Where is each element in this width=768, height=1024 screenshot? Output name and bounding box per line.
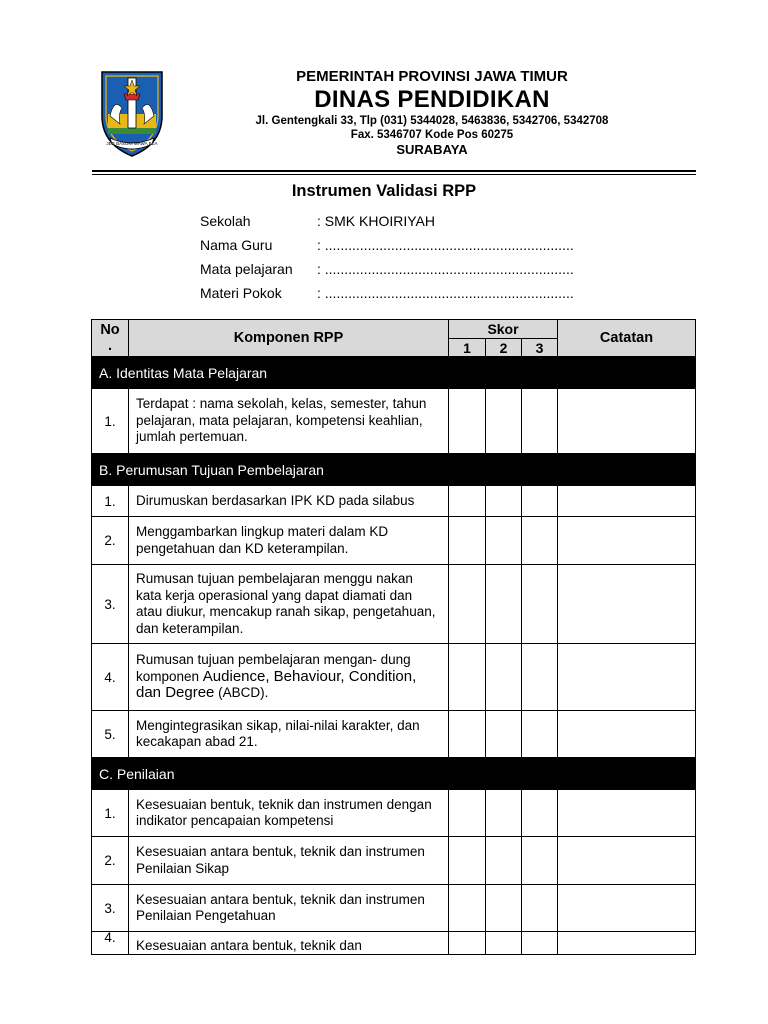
score-cell-2[interactable] [486, 486, 522, 517]
score-cell-1[interactable] [449, 837, 486, 885]
score-cell-2[interactable] [486, 837, 522, 885]
row-description: Rumusan tujuan pembelajaran menggu nakan kata kerja operasional yang dapat diamati dan atau diukur, mencakup ranah sikap, pengetahuan, dan keterampilan. [129, 565, 449, 644]
letterhead-text [242, 68, 622, 158]
notes-cell[interactable] [558, 837, 696, 885]
table-row [92, 389, 696, 454]
score-cell-3[interactable] [522, 486, 558, 517]
section-row [92, 454, 696, 486]
row-description-part: Rumusan tujuan pembelajaran mengan- dung komponen [136, 652, 411, 684]
score-cell-3[interactable] [522, 517, 558, 565]
header-catatan: Catatan [558, 320, 696, 357]
logo-motto: JER BASUKI MAWA BEA [106, 141, 158, 146]
score-cell-3[interactable] [522, 711, 558, 758]
city-name: SURABAYA [396, 142, 468, 157]
info-row-school [200, 211, 574, 235]
header-score-3: 3 [522, 339, 558, 357]
score-cell-1[interactable] [449, 517, 486, 565]
row-number: 1. [92, 790, 129, 837]
row-number: 5. [92, 711, 129, 758]
score-cell-1[interactable] [449, 711, 486, 758]
row-description: Dirumuskan berdasarkan IPK KD pada silabus [129, 486, 449, 517]
score-cell-3[interactable] [522, 565, 558, 644]
info-row-topic [200, 283, 574, 307]
department-name: DINAS PENDIDIKAN [314, 86, 550, 113]
section-row [92, 758, 696, 790]
row-number: 2. [92, 837, 129, 885]
table-row [92, 486, 696, 517]
row-number: 1. [92, 389, 129, 454]
row-number: 3. [92, 565, 129, 644]
score-cell-2[interactable] [486, 711, 522, 758]
notes-cell[interactable] [558, 486, 696, 517]
table-row [92, 517, 696, 565]
row-description [129, 644, 449, 711]
row-description-emphasis: Audience, Behaviour, Condition, dan Degree [136, 667, 417, 702]
row-number: 2. [92, 517, 129, 565]
notes-cell[interactable] [558, 885, 696, 932]
address-line-1: Jl. Gentengkali 33, Tlp (031) 5344028, 5463836, 5342706, 5342708 [255, 115, 609, 127]
row-description-part: (ABCD). [214, 685, 269, 701]
score-cell-1[interactable] [449, 932, 486, 955]
header-score-1: 1 [449, 339, 486, 357]
table-row [92, 711, 696, 758]
score-cell-1[interactable] [449, 644, 486, 711]
letterhead-divider-thick [92, 170, 696, 172]
row-description: Kesesuaian bentuk, teknik dan instrumen dengan indikator pencapaian kompetensi [129, 790, 449, 837]
score-cell-2[interactable] [486, 389, 522, 454]
header-skor: Skor [449, 320, 558, 339]
header-score-2: 2 [486, 339, 522, 357]
info-value: : SMK KHOIRIYAH [317, 213, 435, 229]
info-block [200, 211, 574, 307]
info-value: : ................................................................ [317, 261, 574, 277]
table-header-row [92, 320, 696, 339]
notes-cell[interactable] [558, 389, 696, 454]
section-title: C. Penilaian [92, 758, 696, 790]
score-cell-2[interactable] [486, 932, 522, 955]
score-cell-3[interactable] [522, 790, 558, 837]
score-cell-3[interactable] [522, 837, 558, 885]
table-row [92, 644, 696, 711]
score-cell-2[interactable] [486, 565, 522, 644]
info-row-subject [200, 259, 574, 283]
info-label: Sekolah [200, 213, 251, 229]
info-label: Materi Pokok [200, 285, 282, 301]
government-name: PEMERINTAH PROVINSI JAWA TIMUR [296, 68, 568, 85]
row-description: Terdapat : nama sekolah, kelas, semester, tahun pelajaran, mata pelajaran, kompetensi keahlian, jumlah pertemuan. [129, 389, 449, 454]
row-description: Kesesuaian antara bentuk, teknik dan instrumen Penilaian Pengetahuan [129, 885, 449, 932]
row-number: 1. [92, 486, 129, 517]
score-cell-3[interactable] [522, 932, 558, 955]
score-cell-2[interactable] [486, 644, 522, 711]
header-komponen: Komponen RPP [129, 320, 449, 357]
score-cell-2[interactable] [486, 790, 522, 837]
score-cell-1[interactable] [449, 790, 486, 837]
section-row [92, 357, 696, 389]
score-cell-3[interactable] [522, 885, 558, 932]
table-row [92, 885, 696, 932]
info-label: Mata pelajaran [200, 261, 293, 277]
score-cell-2[interactable] [486, 885, 522, 932]
score-cell-3[interactable] [522, 389, 558, 454]
notes-cell[interactable] [558, 790, 696, 837]
east-java-coat-of-arms-logo [98, 68, 166, 158]
row-description: Kesesuaian antara bentuk, teknik dan instrumen Penilaian Sikap [129, 837, 449, 885]
score-cell-1[interactable] [449, 486, 486, 517]
notes-cell[interactable] [558, 711, 696, 758]
notes-cell[interactable] [558, 517, 696, 565]
notes-cell[interactable] [558, 565, 696, 644]
score-cell-2[interactable] [486, 517, 522, 565]
row-number: 4. [92, 932, 129, 955]
row-number: 3. [92, 885, 129, 932]
validation-table [91, 319, 696, 955]
table-row [92, 932, 696, 955]
score-cell-1[interactable] [449, 885, 486, 932]
header-no: No . [92, 320, 129, 357]
section-title: A. Identitas Mata Pelajaran [92, 357, 696, 389]
section-title: B. Perumusan Tujuan Pembelajaran [92, 454, 696, 486]
info-row-teacher [200, 235, 574, 259]
info-value: : ................................................................ [317, 237, 574, 253]
info-value: : ................................................................ [317, 285, 574, 301]
notes-cell[interactable] [558, 644, 696, 711]
score-cell-1[interactable] [449, 389, 486, 454]
table-row [92, 837, 696, 885]
letterhead-divider-thin [92, 174, 696, 175]
info-label: Nama Guru [200, 237, 273, 253]
row-description: Menggambarkan lingkup materi dalam KD pengetahuan dan KD keterampilan. [129, 517, 449, 565]
row-description: Mengintegrasikan sikap, nilai-nilai karakter, dan kecakapan abad 21. [129, 711, 449, 758]
letterhead [92, 62, 696, 170]
table-row [92, 790, 696, 837]
score-cell-3[interactable] [522, 644, 558, 711]
table-row [92, 565, 696, 644]
notes-cell[interactable] [558, 932, 696, 955]
score-cell-1[interactable] [449, 565, 486, 644]
row-description: Kesesuaian antara bentuk, teknik dan [129, 932, 449, 955]
row-number: 4. [92, 644, 129, 711]
document-title: Instrumen Validasi RPP [291, 182, 477, 200]
address-line-2: Fax. 5346707 Kode Pos 60275 [350, 129, 514, 141]
